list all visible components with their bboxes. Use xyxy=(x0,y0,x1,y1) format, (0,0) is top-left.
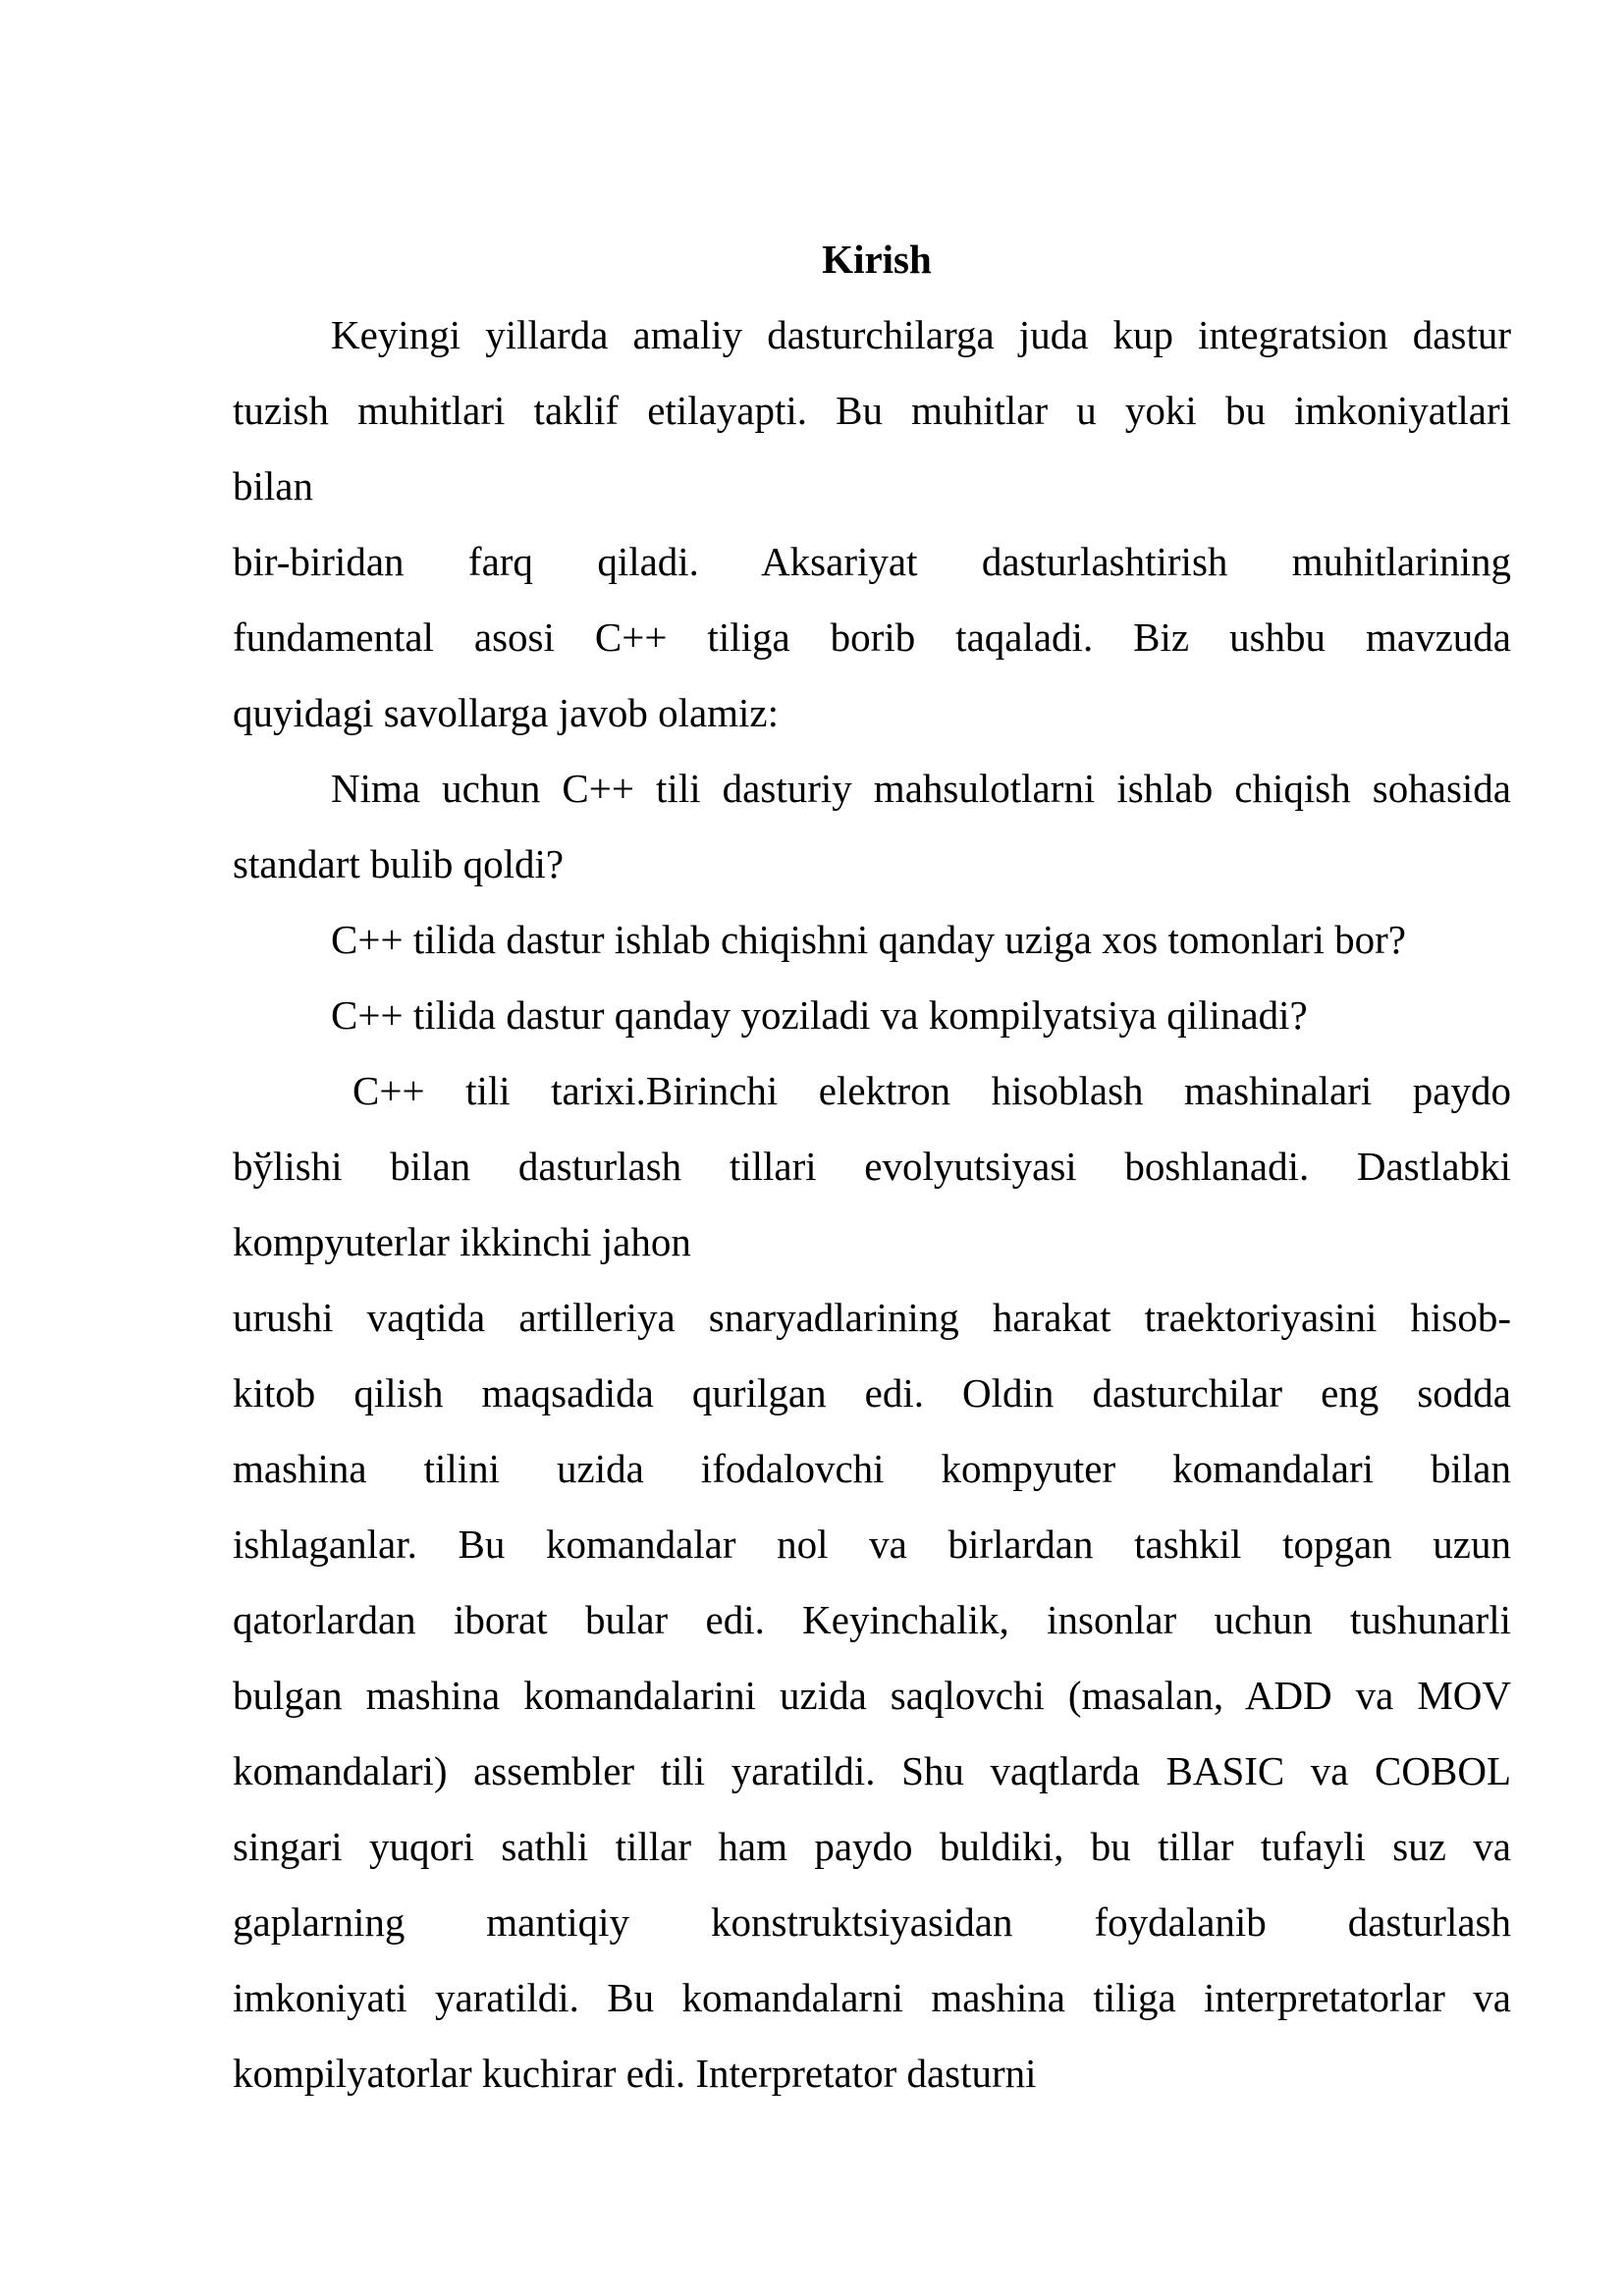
text-line: bulgan mashina komandalarini uzida saqlovchi (masalan, ADD va MOV xyxy=(233,1673,1511,1718)
text-line: ishlaganlar. Bu komandalar nol va birlardan tashkil topgan uzun xyxy=(233,1522,1511,1567)
text-line: C++ tilida dastur qanday yoziladi va kompilyatsiya qilinadi? xyxy=(331,992,1308,1038)
text-line: kompyuterlar ikkinchi jahon xyxy=(233,1219,691,1264)
text-line: mashina tilini uzida ifodalovchi kompyuter komandalari bilan xyxy=(233,1446,1511,1491)
text-line: komandalari) assembler tili yaratildi. Shu vaqtlarda BASIC va COBOL xyxy=(233,1748,1511,1793)
text-line: tuzish muhitlari taklif etilayapti. Bu muhitlar u yoki bu imkoniyatlari xyxy=(233,388,1511,433)
page-title: Kirish xyxy=(822,237,932,282)
text-line: bўlishi bilan dasturlash tillari evolyutsiyasi boshlanadi. Dastlabki xyxy=(233,1144,1511,1189)
text-line: kitob qilish maqsadida qurilgan edi. Oldin dasturchilar eng sodda xyxy=(233,1370,1511,1415)
text-line: imkoniyati yaratildi. Bu komandalarni mashina tiliga interpretatorlar va xyxy=(233,1975,1511,2020)
text-line: kompilyatorlar kuchirar edi. Interpretator dasturni xyxy=(233,2051,1037,2096)
text-line: bilan xyxy=(233,463,313,508)
text-line: C++ tili tarixi.Birinchi elektron hisoblash mashinalari paydo xyxy=(352,1068,1511,1113)
text-line: fundamental asosi C++ tiliga borib taqaladi. Biz ushbu mavzuda xyxy=(233,614,1511,660)
text-line: qatorlardan iborat bular edi. Keyinchalik, insonlar uchun tushunarli xyxy=(233,1597,1511,1642)
text-line: bir-biridan farq qiladi. Aksariyat dasturlashtirish muhitlarining xyxy=(233,539,1511,584)
text-line: urushi vaqtida artilleriya snaryadlarining harakat traektoriyasini hisob- xyxy=(233,1295,1511,1340)
text-line: gaplarning mantiqiy konstruktsiyasidan foydalanib dasturlash xyxy=(233,1899,1511,1945)
text-line: singari yuqori sathli tillar ham paydo buldiki, bu tillar tufayli suz va xyxy=(233,1824,1511,1869)
document-body xyxy=(233,222,1511,2111)
text-line: standart bulib qoldi? xyxy=(233,841,565,886)
text-line: Nima uchun C++ tili dasturiy mahsulotlarni ishlab chiqish sohasida xyxy=(331,766,1511,811)
text-line: Keyingi yillarda amaliy dasturchilarga juda kup integratsion dastur xyxy=(331,312,1511,357)
text-line: C++ tilida dastur ishlab chiqishni qanday uziga xos tomonlari bor? xyxy=(331,917,1406,962)
text-line: quyidagi savollarga javob olamiz: xyxy=(233,690,780,735)
